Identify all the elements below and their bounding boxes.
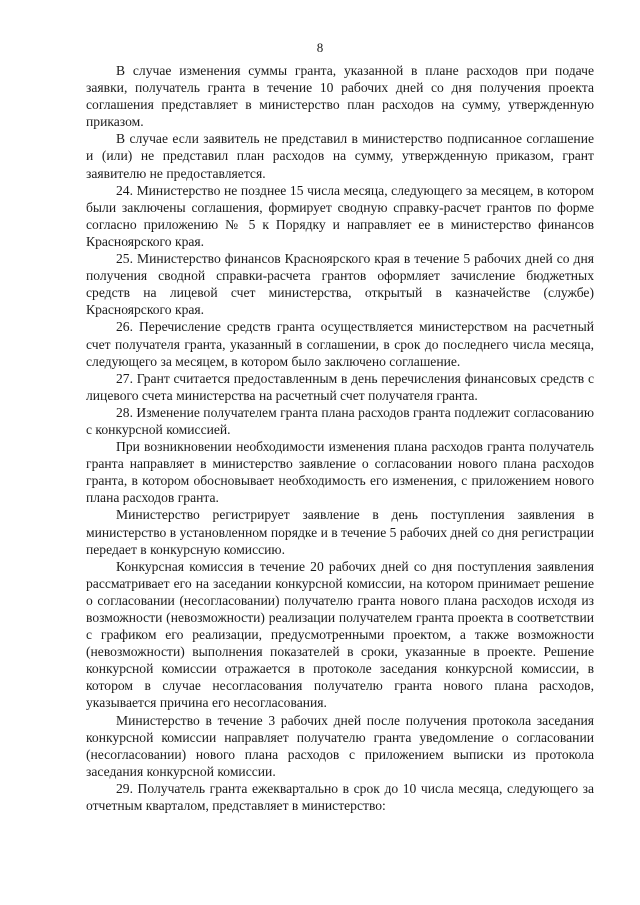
paragraph-ministry-registration: Министерство регистрирует заявление в день поступления заявления в министерство в установленном порядке и в течение 5 рабочих дней со дня регистрации передает в конкурсную комиссию. xyxy=(86,507,594,557)
paragraph-24: 24. Министерство не позднее 15 числа месяца, следующего за месяцем, в котором были заключены соглашения, формирует сводную справку-расчет грантов по форме согласно приложению № 5 к Порядку и направляет ее в министерство финансов Красноярского края. xyxy=(86,182,594,249)
paragraph-27: 27. Грант считается предоставленным в день перечисления финансовых средств с лицевого счета министерства на расчетный счет получателя гранта. xyxy=(86,370,594,403)
paragraph-28: 28. Изменение получателем гранта плана расходов гранта подлежит согласованию с конкурсной комиссией. xyxy=(86,404,594,437)
paragraph-grant-not-provided: В случае если заявитель не представил в министерство подписанное соглашение и (или) не представил план расходов на сумму, утвержденную приказом, грант заявителю не предоставляется. xyxy=(86,131,594,181)
paragraph-plan-change-request: При возникновении необходимости изменения плана расходов гранта получатель гранта направляет в министерство заявление о согласовании нового плана расходов гранта, в котором обосновывает необходимость его изменения, с приложением нового плана расходов гранта. xyxy=(86,439,594,506)
paragraph-grant-amount-change: В случае изменения суммы гранта, указанной в плане расходов при подаче заявки, получатель гранта в течение 10 рабочих дней со дня получения проекта соглашения представляет в министерство план расходов на сумму, утвержденную приказом. xyxy=(86,63,594,130)
paragraph-commission-review: Конкурсная комиссия в течение 20 рабочих дней со дня поступления заявления рассматривает его на заседании конкурсной комиссии, на котором принимает решение о согласовании (несогласовании) получателю гранта нового плана расходов исходя из возможности (невозможности) реализации получателем гранта проекта в соответствии с графиком его реализации, предусмотренными проектом, а также возможности (невозможности) выполнения показателей в сроки, указанные в проекте. Решение конкурсной комиссии отражается в протоколе заседания конкурсной комиссии, в котором в случае несогласования получателю гранта нового плана расходов, указывается причина его несогласования. xyxy=(86,558,594,711)
paragraph-25: 25. Министерство финансов Красноярского края в течение 5 рабочих дней со дня получения сводной справки-расчета грантов оформляет зачисление бюджетных средств на лицевой счет министерства, открытый в казначействе (службе) Красноярского края. xyxy=(86,251,594,318)
body-text xyxy=(86,62,594,814)
page-number: 8 xyxy=(316,40,324,55)
paragraph-29: 29. Получатель гранта ежеквартально в срок до 10 числа месяца, следующего за отчетным кварталом, представляет в министерство: xyxy=(86,780,594,814)
paragraph-26: 26. Перечисление средств гранта осуществляется министерством на расчетный счет получателя гранта, указанный в соглашении, в срок до последнего числа месяца, следующего за месяцем, в котором было заключено соглашение. xyxy=(86,319,594,369)
paragraph-ministry-notification: Министерство в течение 3 рабочих дней после получения протокола заседания конкурсной комиссии направляет получателю гранта уведомление о согласовании (несогласовании) нового плана расходов с приложением выписки из протокола заседания конкурсной комиссии. xyxy=(86,712,594,779)
